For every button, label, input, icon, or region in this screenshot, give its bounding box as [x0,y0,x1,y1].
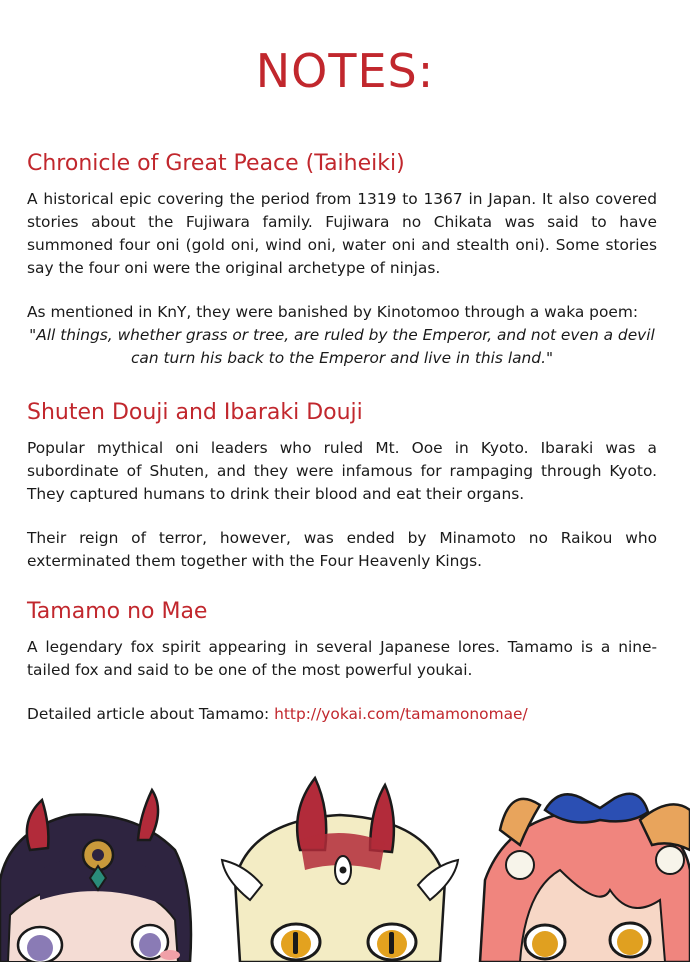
section-paragraph: Popular mythical oni leaders who ruled Mt. Ooe in Kyoto. Ibaraki was a subordinate of Shuten, and they were infamous for rampaging through Kyoto. They captured humans to drink their blood and eat their organs. [27,439,657,503]
fox-girl-pink-hair-icon [480,794,690,962]
page-title: NOTES: [255,44,435,98]
oni-girl-blonde-horns-icon [222,778,458,962]
oni-girl-purple-hair-icon [0,790,191,962]
section-heading: Tamamo no Mae [27,599,208,624]
section-heading: Chronicle of Great Peace (Taiheiki) [27,151,405,176]
section-paragraph: A historical epic covering the period from 1319 to 1367 in Japan. It also covered stories about the Fujiwara family. Fujiwara no Chikata was said to have summoned four oni (gold oni, wind oni, water oni and stealth oni). Some stories say the four oni were the original archetype of ninjas. [27,190,657,277]
section-paragraph: A legendary fox spirit appearing in several Japanese lores. Tamamo is a nine-tailed fox and said to be one of the most powerful youkai. [27,638,657,679]
tamamo-article-link[interactable]: http://yokai.com/tamamonomae/ [274,705,528,723]
link-prefix: Detailed article about Tamamo: [27,705,275,723]
link-line [27,703,657,726]
section-paragraph: As mentioned in KnY, they were banished by Kinotomoo through a waka poem: [27,303,639,321]
section-paragraph: Their reign of terror, however, was ended by Minamoto no Raikou who exterminated them together with the Four Heavenly Kings. [27,529,657,570]
waka-poem-quote: "All things, whether grass or tree, are ruled by the Emperor, and not even a devil can turn his back to the Emperor and live in this land." [29,326,655,367]
section-tamamo [27,598,657,726]
section-taiheiki [27,150,657,370]
section-heading: Shuten Douji and Ibaraki Douji [27,400,363,425]
section-shuten-ibaraki [27,399,657,573]
character-illustrations [0,770,690,962]
